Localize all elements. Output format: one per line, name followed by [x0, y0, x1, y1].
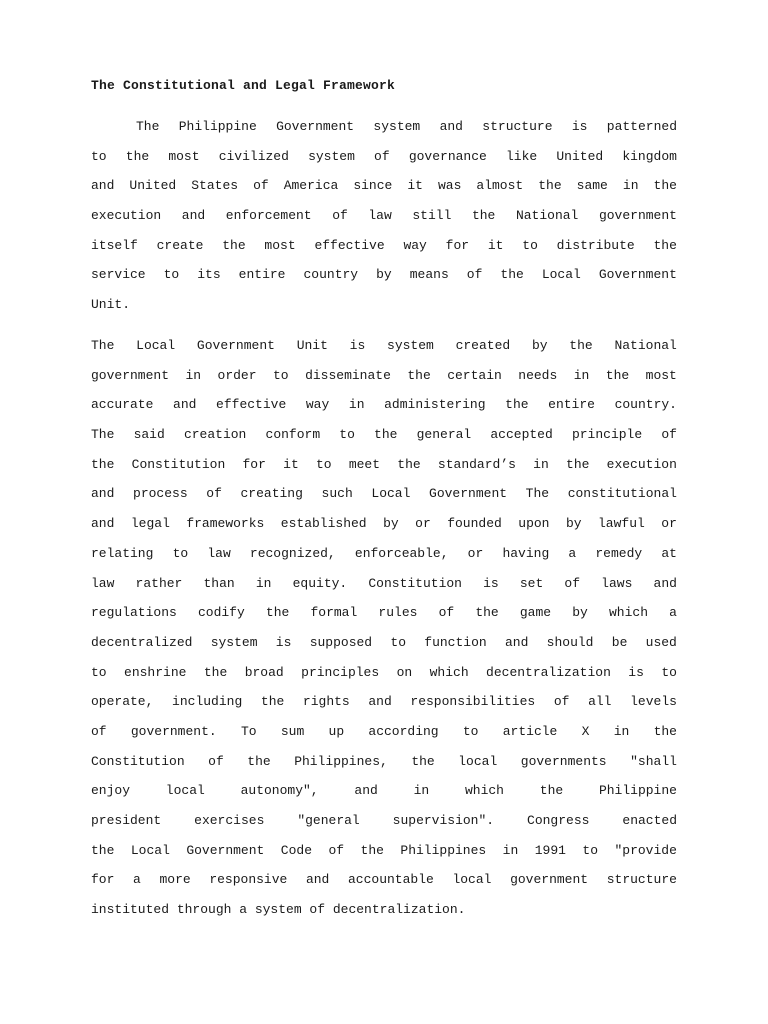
text-line: government in order to disseminate the certain needs in the most: [91, 367, 677, 383]
paragraph-1: [91, 117, 677, 325]
text-line: to enshrine the broad principles on which decentralization is to: [91, 664, 677, 680]
text-line: and United States of America since it was almost the same in the: [91, 178, 677, 194]
text-line: decentralized system is supposed to function and should be used: [91, 634, 677, 650]
text-line: service to its entire country by means of the Local Government: [91, 267, 677, 283]
text-line: for a more responsive and accountable local government structure: [91, 872, 677, 888]
text-line: law rather than in equity. Constitution is set of laws and: [91, 575, 677, 591]
text-line: the Constitution for it to meet the standard’s in the execution: [91, 456, 677, 472]
text-line: president exercises "general supervision". Congress enacted: [91, 813, 677, 828]
text-line: enjoy local autonomy", and in which the Philippine: [91, 783, 677, 799]
text-line: accurate and effective way in administering the entire country.: [91, 397, 677, 413]
text-line: of government. To sum up according to article X in the: [91, 723, 677, 739]
text-line: and process of creating such Local Government The constitutional: [91, 486, 677, 502]
text-line: and legal frameworks established by or founded upon by lawful or: [91, 516, 677, 532]
text-line: the Local Government Code of the Philippines in 1991 to "provide: [91, 842, 677, 858]
text-line: execution and enforcement of law still the National government: [91, 208, 677, 224]
text-line: The Local Government Unit is system created by the National: [91, 338, 677, 353]
text-line: relating to law recognized, enforceable, or having a remedy at: [91, 545, 677, 561]
document-title: The Constitutional and Legal Framework: [91, 78, 396, 93]
text-line: operate, including the rights and responsibilities of all levels: [91, 694, 677, 710]
text-line: The said creation conform to the general accepted principle of: [91, 427, 677, 443]
paragraph-2: [91, 336, 677, 930]
text-line: The Philippine Government system and structure is patterned: [136, 119, 677, 134]
text-line: Unit.: [91, 297, 131, 313]
text-line: itself create the most effective way for it to distribute the: [91, 237, 677, 253]
text-line: instituted through a system of decentralization.: [91, 902, 466, 918]
text-line: regulations codify the formal rules of the game by which a: [91, 605, 677, 621]
text-line: to the most civilized system of governance like United kingdom: [91, 148, 677, 164]
text-line: Constitution of the Philippines, the local governments "shall: [91, 753, 677, 769]
